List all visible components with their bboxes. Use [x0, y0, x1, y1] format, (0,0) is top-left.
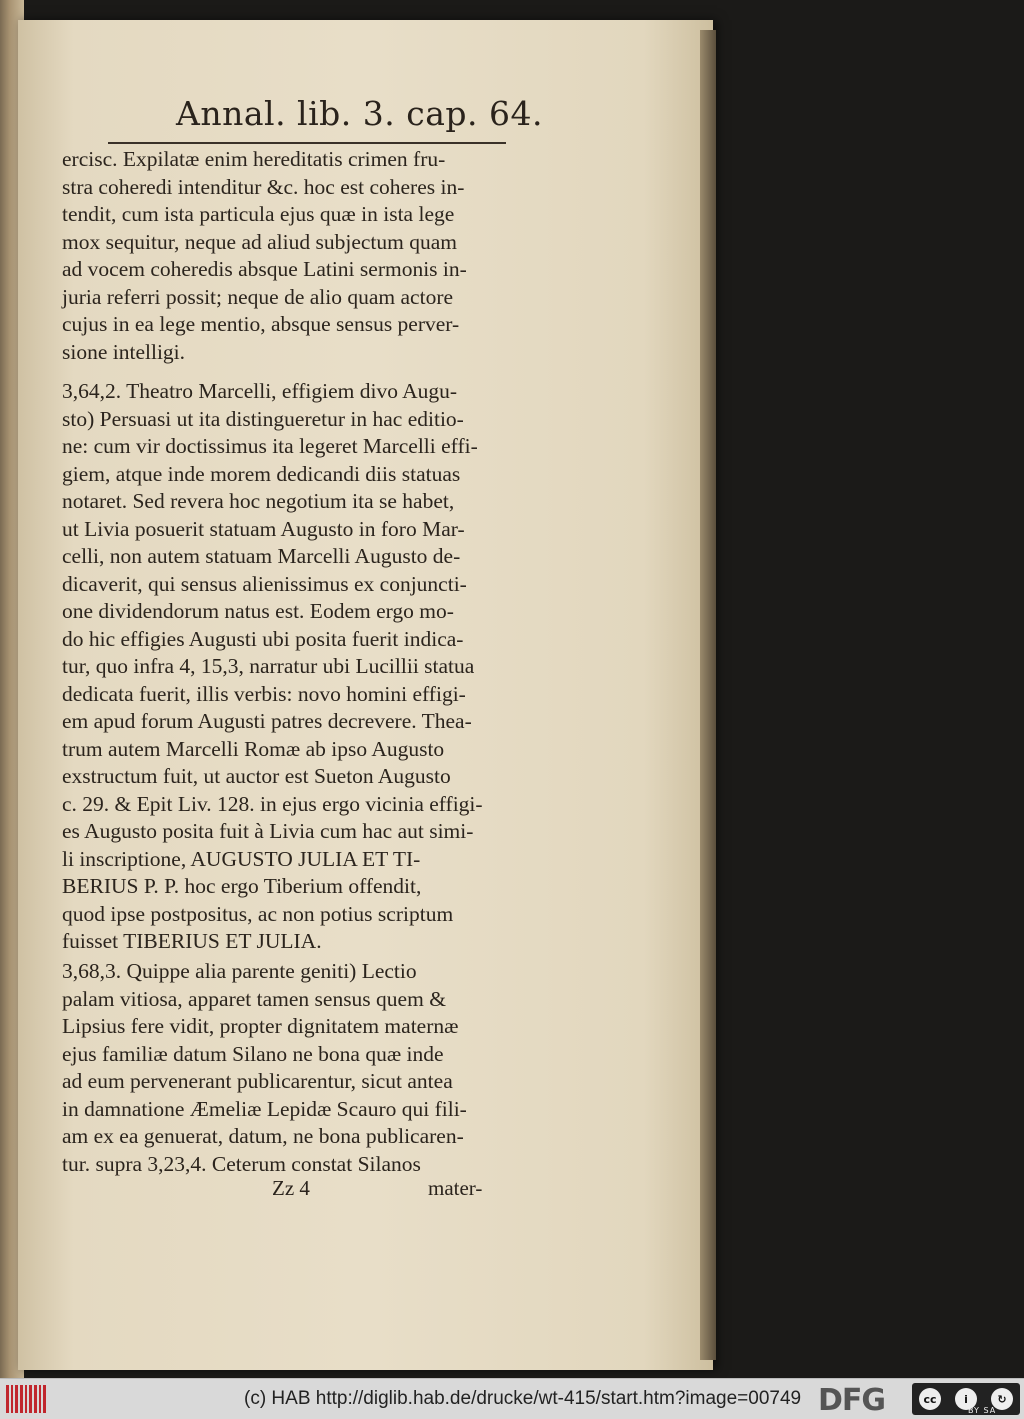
text-line: do hic effigies Augusti ubi posita fuerit indica-	[62, 626, 464, 651]
sa-icon: ↻	[991, 1388, 1013, 1410]
paragraph-1	[62, 146, 512, 366]
text-line: palam vitiosa, apparet tamen sensus quem &	[62, 986, 446, 1011]
text-line: BERIUS P. P. hoc ergo Tiberium offendit,	[62, 874, 422, 898]
barcode-icon	[6, 1385, 46, 1413]
text-line: am ex ea genuerat, datum, ne bona publicaren-	[62, 1124, 464, 1148]
text-line: ercisc. Expilatæ enim hereditatis crimen fru-	[62, 147, 446, 171]
license-badge-text: BY SA	[968, 1406, 997, 1415]
text-line: one dividendorum natus est. Eodem ergo mo-	[62, 599, 454, 623]
text-line: 3,68,3. Quippe alia parente geniti) Lectio	[62, 959, 417, 983]
text-line: dicaverit, qui sensus alienissimus ex conjuncti-	[62, 571, 467, 596]
catchword: mater-	[428, 1176, 483, 1200]
text-line: ne: cum vir doctissimus ita legeret Marcelli effi-	[62, 434, 478, 458]
footer-bar	[0, 1378, 1024, 1419]
text-line: stra coheredi intenditur &c. hoc est coheres in-	[62, 174, 465, 199]
text-line: ad vocem coheredis absque Latini sermonis in-	[62, 257, 467, 281]
cc-icon: cc	[919, 1388, 941, 1410]
running-head: Annal. lib. 3. cap. 64.	[176, 94, 543, 133]
text-line: tur. supra 3,23,4. Ceterum constat Silanos	[62, 1151, 421, 1176]
text-line: tendit, cum ista particula ejus quæ in ista lege	[62, 202, 455, 226]
text-line: li inscriptione, AUGUSTO JULIA ET TI-	[62, 846, 421, 871]
text-line: sione intelligi.	[62, 339, 186, 364]
text-line: fuisset TIBERIUS ET JULIA.	[62, 929, 322, 953]
dfg-logo: DFG	[818, 1383, 886, 1418]
text-line: ut Livia posuerit statuam Augusto in foro Mar-	[62, 516, 465, 541]
text-line: sto) Persuasi ut ita distingueretur in hac editio-	[62, 406, 464, 431]
text-line: es Augusto posita fuit à Livia cum hac aut simi-	[62, 819, 474, 843]
text-line: ejus familiæ datum Silano ne bona quæ inde	[62, 1041, 444, 1066]
text-line: giem, atque inde morem dedicandi diis statuas	[62, 461, 461, 486]
text-line: em apud forum Augusti patres decrevere. Thea-	[62, 709, 472, 733]
text-line: celli, non autem statuam Marcelli Augusto de-	[62, 544, 461, 568]
signature-mark: Zz 4	[272, 1176, 310, 1200]
text-line: c. 29. & Epit Liv. 128. in ejus ergo vicinia effigi-	[62, 791, 483, 816]
cc-license-badge[interactable]	[912, 1383, 1020, 1415]
by-icon: i	[955, 1388, 977, 1410]
text-line: ad eum pervenerant publicarentur, sicut antea	[62, 1069, 453, 1093]
text-line: Lipsius fere vidit, propter dignitatem maternæ	[62, 1014, 459, 1038]
page-fore-edge	[700, 30, 716, 1360]
text-line: tur, quo infra 4, 15,3, narratur ubi Lucillii statua	[62, 654, 475, 678]
text-line: trum autem Marcelli Romæ ab ipso Augusto	[62, 736, 445, 761]
text-line: quod ipse postpositus, ac non potius scriptum	[62, 901, 454, 926]
text-line: exstructum fuit, ut auctor est Sueton Augusto	[62, 764, 451, 788]
text-line: 3,64,2. Theatro Marcelli, effigiem divo Augu-	[62, 379, 458, 403]
head-rule	[108, 142, 506, 144]
paragraph-3	[62, 958, 512, 1178]
copyright-link[interactable]: (c) HAB http://diglib.hab.de/drucke/wt-415/start.htm?image=00749	[244, 1388, 802, 1409]
text-line: in damnatione Æmeliæ Lepidæ Scauro qui fili-	[62, 1096, 467, 1121]
text-line: juria referri possit; neque de alio quam actore	[62, 284, 454, 309]
text-line: dedicata fuerit, illis verbis: novo homini effigi-	[62, 681, 466, 706]
paragraph-2	[62, 378, 512, 956]
text-line: mox sequitur, neque ad aliud subjectum quam	[62, 229, 458, 254]
text-line: notaret. Sed revera hoc negotium ita se habet,	[62, 489, 455, 513]
text-line: cujus in ea lege mentio, absque sensus perver-	[62, 312, 460, 336]
